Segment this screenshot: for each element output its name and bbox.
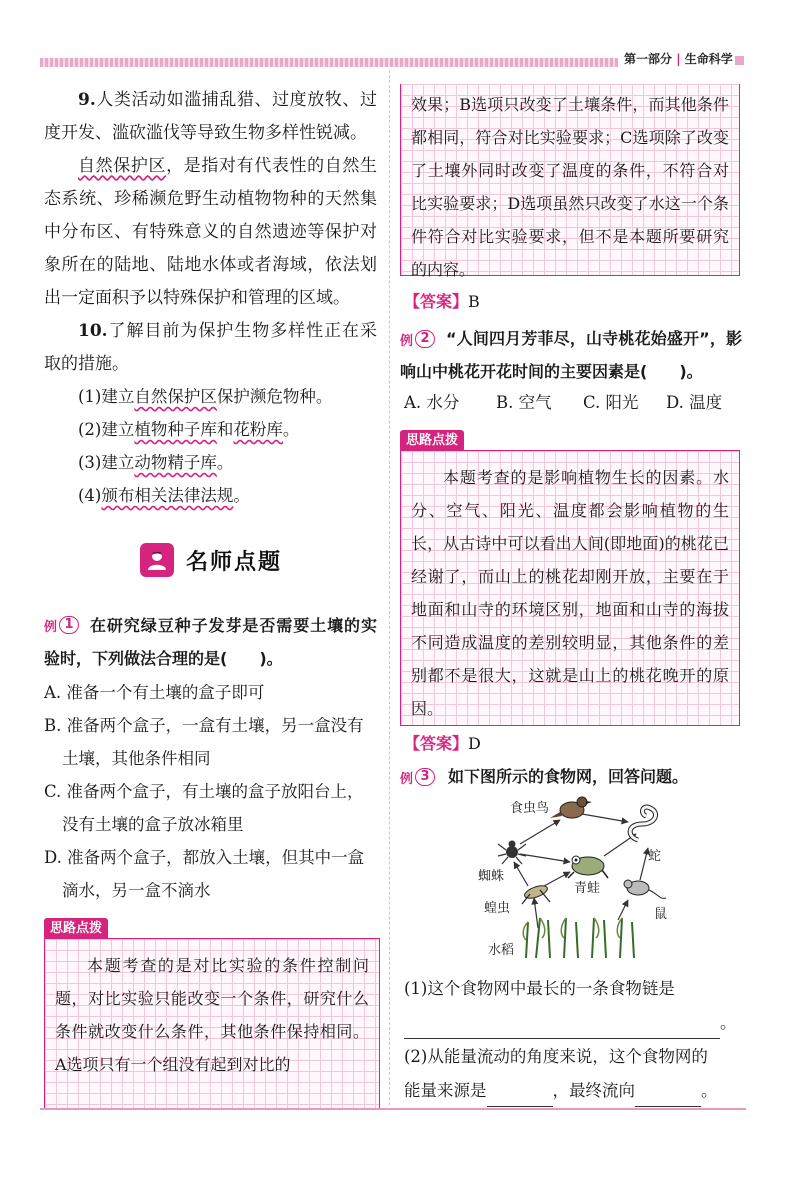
hint-box-1: 本题考查的是对比实验的条件控制问题，对比实验只能改变一个条件，研究什么条件就改变什么条件，其他条件保持相同。A选项只有一个组没有起到对比的 — [44, 938, 380, 1108]
header-separator: | — [672, 52, 685, 66]
ex2-option-d: D. 温度 — [666, 393, 723, 412]
hint-box-1-continued: 效果；B选项只改变了土壤条件，而其他条件都相同，符合对比实验要求；C选项除了改变了土壤外同时改变了温度的条件，不符合对比实验要求；D选项虽然只改变了水这一个条件符合对比实验要求，但不是本题所要研究的内容。 — [400, 84, 740, 276]
ex3-q2-line2 — [404, 1074, 718, 1107]
teacher-icon — [140, 543, 174, 577]
example-3-question: 如下图所示的食物网，回答问题。 — [448, 767, 689, 786]
label-mouse: 鼠 — [654, 907, 668, 922]
ex1-option-c-cont: 没有土壤的盒子放冰箱里 — [62, 815, 244, 834]
header-part: 第一部分 — [624, 52, 673, 66]
measure-1-post: 保护濒危物种。 — [216, 387, 333, 406]
q10-text: 了解目前为保护生物多样性正在采取的措施。 — [44, 321, 377, 374]
ex2-option-a: A. 水分 — [404, 393, 460, 412]
ex2-option-c: C. 阳光 — [583, 393, 639, 412]
answer-1 — [404, 290, 480, 314]
measure-3-pre: (3)建立 — [78, 453, 135, 472]
measure-4-term: 颁布相关法律法规 — [101, 486, 234, 505]
ex3-q1-answer-line — [404, 1006, 737, 1039]
example-1-question: 在研究绿豆种子发芽是否需要土壤的实验时，下列做法合理的是( )。 — [44, 616, 377, 668]
example-3-label — [400, 766, 435, 788]
q9-number: 9. — [78, 90, 96, 110]
measure-2-post: 。 — [282, 420, 300, 439]
q2-flow-blank[interactable] — [635, 1087, 701, 1107]
answer-1-value: B — [468, 292, 480, 311]
header-label — [624, 50, 733, 67]
header-square — [735, 56, 744, 65]
example-1-li: 例 — [44, 619, 58, 635]
q1-end: 。 — [720, 1013, 737, 1032]
mouse-icon — [624, 880, 666, 898]
measure-4 — [78, 479, 250, 512]
ex1-option-c: C. 准备两个盒子，有土壤的盒子放阳台上， — [44, 782, 364, 801]
reserve-definition — [44, 150, 377, 315]
measure-3-post: 。 — [216, 453, 234, 472]
ex1-option-b-cont: 土壤，其他条件相同 — [62, 749, 211, 768]
ex1-option-d-cont: 滴水，另一盒不滴水 — [62, 881, 211, 900]
measure-3 — [78, 446, 233, 479]
label-spider: 蜘蛛 — [478, 869, 505, 884]
q9-paragraph — [44, 84, 377, 150]
q1-blank[interactable] — [404, 1019, 720, 1039]
measure-1-term: 自然保护区 — [134, 387, 217, 406]
arrow-locust-to-spider — [514, 862, 528, 886]
q2-source-label: 能量来源是 — [404, 1081, 487, 1100]
measure-2-mid: 和 — [216, 420, 234, 439]
label-snake: 蛇 — [648, 849, 662, 864]
column-divider — [389, 70, 390, 1105]
example-3-li: 例 — [400, 771, 414, 787]
answer-1-label: 【答案】 — [404, 292, 469, 311]
measure-1-pre: (1)建立 — [78, 387, 135, 406]
arrow-bird-to-snake — [582, 814, 628, 822]
arrow-rice-to-locust — [534, 898, 538, 928]
answer-2-value: D — [468, 734, 481, 753]
snake-icon — [630, 807, 655, 840]
section-title-text: 名师点题 — [186, 549, 283, 575]
label-bird: 食虫鸟 — [510, 801, 550, 816]
answer-2 — [404, 732, 481, 756]
example-1-num: 1 — [59, 616, 79, 634]
ex3-q1-text: (1)这个食物网中最长的一条食物链是 — [404, 979, 675, 998]
arrow-locust-to-frog — [544, 872, 570, 886]
label-locust: 蝗虫 — [484, 901, 511, 916]
example-2-question: “人间四月芳菲尽，山寺桃花始盛开”，影响山中桃花开花时间的主要因素是( )。 — [400, 329, 742, 381]
hint-tag-1: 思路点拨 — [44, 918, 108, 940]
footer-line — [40, 1108, 746, 1110]
example-3-num: 3 — [415, 768, 435, 786]
header-bar — [40, 58, 618, 67]
reserve-def-text: ，是指对有代表性的自然生态系统、珍稀濒危野生动植物物种的天然集中分布区、有特殊意义的自然遗迹等保护对象所在的陆地、陆地水体或者海域，依法划出一定面积予以特殊保护和管理的区域。 — [44, 156, 377, 308]
food-web-diagram — [470, 790, 710, 962]
arrow-mouse-to-snake — [640, 848, 648, 880]
ex2-option-b: B. 空气 — [496, 393, 552, 412]
label-rice: 水稻 — [488, 943, 515, 958]
measure-4-pre: (4) — [78, 486, 102, 505]
q2-end: 。 — [701, 1081, 718, 1100]
rice-plants-icon — [523, 918, 634, 958]
arrow-rice-to-mouse — [618, 900, 628, 920]
label-frog: 青蛙 — [574, 881, 601, 896]
q9-text: 人类活动如滥捕乱猎、过度放牧、过度开发、滥砍滥伐等导致生物多样性锐减。 — [44, 90, 377, 143]
q2-source-blank[interactable] — [487, 1087, 553, 1107]
arrow-spider-to-frog — [520, 854, 570, 862]
hint-tag-2: 思路点拨 — [400, 430, 464, 452]
example-2-li: 例 — [400, 333, 414, 349]
hint-box-2: 本题考查的是影响植物生长的因素。水分、空气、阳光、温度都会影响植物的生长，从古诗中可以看出人间(即地面)的桃花已经谢了，而山上的桃花却刚开放，主要在于地面和山寺的环境区别，地面和山寺的海拔不同造成温度的差别较明显，其他条件的差别都不是很大，这就是山上的桃花晚开的原因。 — [400, 450, 740, 726]
arrow-spider-to-bird — [520, 820, 560, 844]
measure-4-post: 。 — [233, 486, 250, 505]
measure-2-term: 植物种子库 — [134, 420, 217, 439]
measure-2-term2: 花粉库 — [233, 420, 283, 439]
section-title — [140, 540, 282, 580]
header-subject: 生命科学 — [684, 52, 733, 66]
q10-paragraph — [44, 315, 377, 381]
answer-2-label: 【答案】 — [404, 734, 469, 753]
ex3-q2-text: (2)从能量流动的角度来说，这个食物网的 — [404, 1047, 708, 1066]
measure-3-term: 动物精子库 — [134, 453, 217, 472]
ex1-option-d: D. 准备两个盒子，都放入土壤，但其中一盒 — [44, 848, 365, 867]
ex1-option-a: A. 准备一个有土壤的盒子即可 — [44, 683, 265, 702]
frog-icon — [568, 856, 608, 878]
q10-number: 10. — [78, 321, 108, 341]
reserve-term: 自然保护区 — [78, 156, 167, 176]
locust-icon — [522, 883, 550, 904]
measure-1 — [78, 380, 332, 413]
example-2-num: 2 — [415, 330, 435, 348]
q2-flow-label: ，最终流向 — [552, 1081, 635, 1100]
measure-2 — [78, 413, 299, 446]
measure-2-pre: (2)建立 — [78, 420, 135, 439]
spider-icon — [498, 841, 526, 865]
ex1-option-b: B. 准备两个盒子，一盒有土壤，另一盒没有 — [44, 716, 364, 735]
